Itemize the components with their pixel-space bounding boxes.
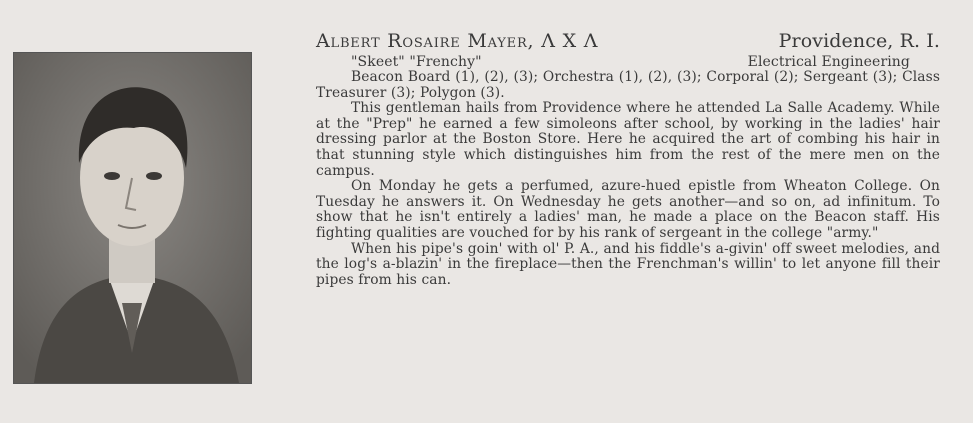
portrait-image [14, 53, 251, 383]
activities-list: Beacon Board (1), (2), (3); Orchestra (1), (2), (3); Corporal (2); Sergeant (3); Class Treasurer (3); Polygon (3). [316, 69, 940, 101]
biography-block [316, 30, 940, 288]
bio-paragraph-3: When his pipe's goin' with ol' P. A., and his fiddle's a-givin' off sweet melodies, and the log's a-blazin' in the fireplace—then the Frenchman's willin' to let anyone fill their pipes from his can. [316, 240, 940, 288]
subheader-line [316, 54, 940, 70]
course-of-study: Electrical Engineering [747, 54, 910, 70]
bio-paragraph-1: This gentleman hails from Providence where he attended La Salle Academy. While at the "Prep" he earned a few simoleons after school, by working in the ladies' hair dressing parlor at the Boston Store. Here he acquired the art of combing his hair in that stunning style which distinguishes him from the rest of the mere men on the campus. [316, 100, 940, 179]
nicknames: "Skeet" "Frenchy" [351, 54, 482, 70]
bio-paragraph-2: On Monday he gets a perfumed, azure-hued epistle from Wheaton College. On Tuesday he answers it. On Wednesday he gets another—and so on, ad infinitum. To show that he isn't entirely a ladies' man, he made a place on the Beacon staff. His fighting qualities are vouched for by his rank of sergeant in the college "army." [316, 178, 940, 241]
student-name: Albert Rosaire Mayer, Λ Χ Λ [316, 30, 599, 52]
hometown: Providence, R. I. [778, 30, 940, 52]
header-line [316, 30, 940, 52]
portrait-photo [13, 52, 252, 384]
